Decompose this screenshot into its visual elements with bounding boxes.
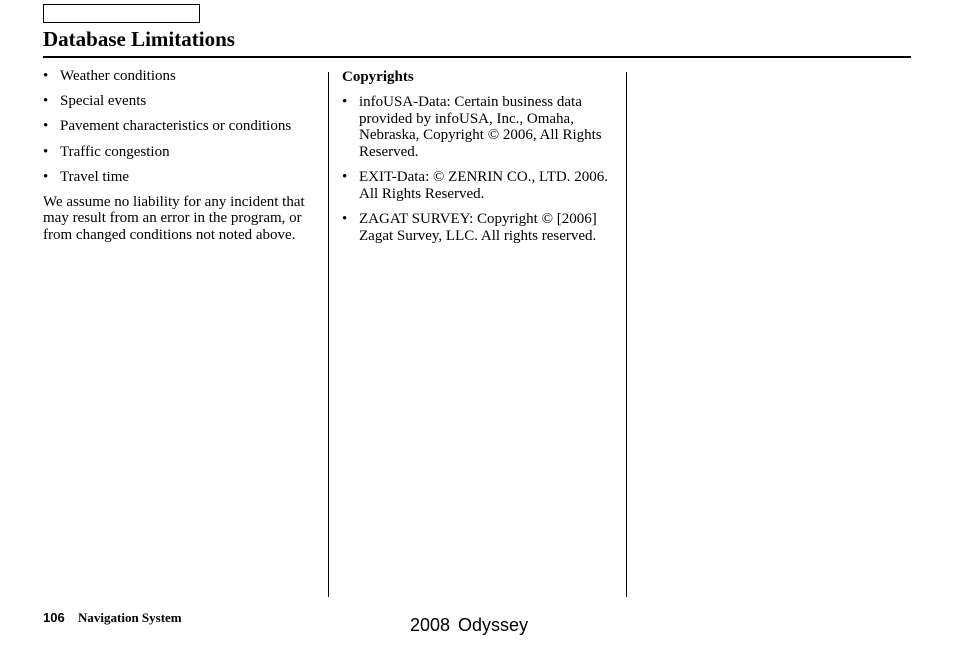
list-item	[342, 169, 614, 202]
page-number: 106	[43, 610, 65, 625]
list-item	[342, 94, 614, 160]
list-item-text: Weather conditions	[60, 68, 176, 84]
column-divider	[328, 72, 329, 597]
bullet: •	[43, 68, 49, 84]
bullet: •	[342, 169, 348, 185]
list-item-text: infoUSA-Data: Certain business data provided by infoUSA, Inc., Omaha, Nebraska, Copyright © 2006, All Rights Reserved.	[359, 94, 602, 160]
left-column	[43, 68, 323, 243]
bullet: •	[342, 94, 348, 110]
list-item-text: Traffic congestion	[60, 143, 170, 160]
list-item	[43, 144, 323, 161]
bullet: •	[43, 143, 49, 160]
list-item	[43, 68, 323, 85]
right-column	[342, 68, 614, 253]
list-item-text: Pavement characteristics or conditions	[60, 118, 292, 135]
title-rule	[43, 56, 911, 58]
liability-paragraph: We assume no liability for any incident that may result from an error in the program, or from changed conditions not noted above.	[43, 193, 305, 243]
copyrights-heading: Copyrights	[342, 69, 414, 85]
list-item-text: EXIT-Data: © ZENRIN CO., LTD. 2006. All Rights Reserved.	[359, 169, 609, 202]
list-item	[43, 93, 323, 110]
condition-list	[43, 68, 323, 185]
bullet: •	[43, 118, 49, 135]
header-tab-box	[43, 4, 200, 23]
page-title: Database Limitations	[43, 27, 235, 51]
list-item	[342, 211, 614, 244]
list-item-text: ZAGAT SURVEY: Copyright © [2006] Zagat Survey, LLC. All rights reserved.	[359, 211, 597, 244]
section-name: Navigation System	[78, 610, 182, 625]
column-divider	[626, 72, 627, 597]
list-item	[43, 118, 323, 135]
copyright-list	[342, 94, 614, 244]
bullet: •	[342, 211, 348, 227]
list-item-text: Travel time	[60, 168, 130, 185]
vehicle-model: 2008 Odyssey	[410, 615, 529, 635]
list-item-text: Special events	[60, 93, 147, 110]
bullet: •	[43, 93, 49, 110]
bullet: •	[43, 168, 49, 185]
list-item	[43, 169, 323, 186]
